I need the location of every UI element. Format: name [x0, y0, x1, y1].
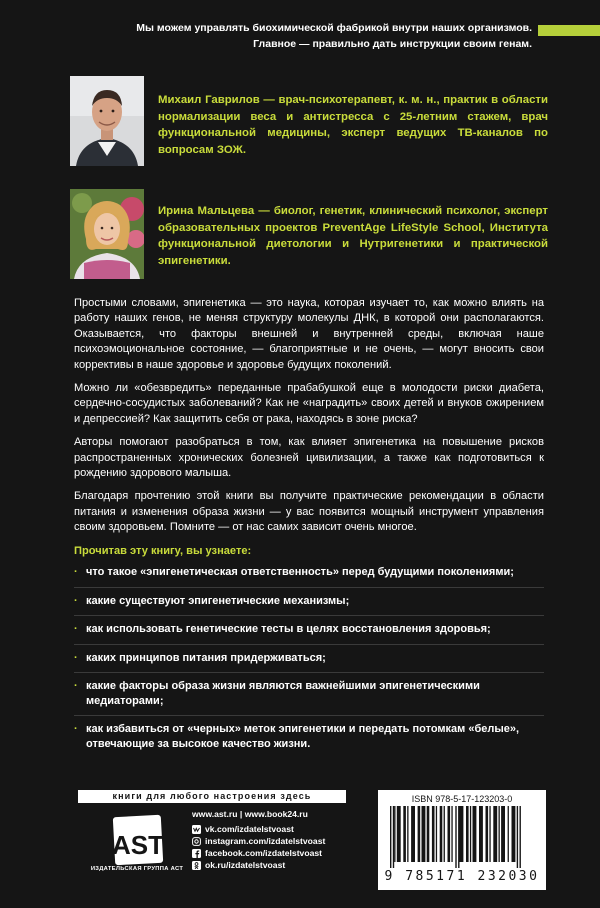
instagram-link[interactable]: instagram.com/izdatelstvoast: [192, 836, 372, 848]
bullet-mark: ·: [74, 651, 78, 664]
bullet-mark: ·: [74, 594, 78, 607]
barcode: [388, 806, 536, 868]
barcode-bar: [422, 806, 426, 862]
barcode-bar: [501, 806, 505, 862]
barcode-bar: [411, 806, 415, 862]
barcode-bar: [486, 806, 489, 862]
website-link[interactable]: www.ast.ru | www.book24.ru: [192, 808, 308, 819]
accent-bar: [538, 25, 600, 36]
barcode-bar: [397, 806, 401, 862]
vk-icon: [192, 825, 201, 834]
barcode-panel: [378, 790, 546, 890]
barcode-bar: [407, 806, 408, 862]
barcode-guard-bar: [455, 806, 456, 868]
barcode-bar: [418, 806, 421, 862]
barcode-bar: [473, 806, 477, 862]
logo-letters: AST: [112, 830, 164, 860]
facebook-icon: [192, 849, 201, 858]
barcode-bar: [512, 806, 516, 862]
paragraph-3: Авторы помогают разобраться в том, как влияет эпигенетика на повышение рисков распространенных хронических болезней цивилизации, а также как подготовиться к рождению здорового малыша.: [74, 436, 544, 480]
barcode-bar: [470, 806, 471, 862]
learn-item: · каких принципов питания придерживаться;: [74, 651, 326, 664]
author-bio-2: Ирина Мальцева — биолог, генетик, клинический психолог, эксперт образовательных проектов PreventAge LifeStyle School, Института функциональной диетологии и Нутригенетики и практической эпигенетики.: [158, 205, 548, 267]
barcode-digits: 9 785171 232030: [384, 869, 540, 884]
barcode-bar: [448, 806, 451, 862]
bullet-mark: ·: [74, 623, 78, 636]
learn-item: · что такое «эпигенетическая ответственность» перед будущими поколениями;: [74, 566, 514, 579]
odnoklassniki-link[interactable]: ok.ru/izdatelstvoast: [192, 860, 372, 872]
barcode-bar: [440, 806, 443, 862]
contact-links: [192, 808, 372, 872]
divider: [74, 644, 544, 645]
learn-item: · какие факторы образа жизни являются важнейшими эпигенетическими медиаторами;: [74, 680, 480, 707]
top-quote-line-1: Мы можем управлять биохимической фабрикой внутри наших организмов.: [136, 22, 532, 34]
barcode-guard-bar: [517, 806, 518, 868]
author-photo-2: [70, 189, 144, 279]
paragraph-1: Простыми словами, эпигенетика — это наука, которая изучает то, как можно влиять на работу наших генов, не меняя структуру молекулы ДНК, в которой они располагаются. Оказывается, что факторы внешней и внутренней среды, включая наше психоэмоциональное состояние, — благоприятные и не очень, — могут вносить свои коррективы в наше здоровье и здоровье будущих поколений.: [74, 297, 544, 371]
paragraph-2: Можно ли «обезвредить» переданные прабабушкой еще в молодости риски диабета, сердечно-сосудистых заболеваний? Как не «наградить» своих детей и внуков ожирением и депрессией? Как защитить себя от рака, находясь в зоне риска?: [74, 382, 544, 425]
vk-link[interactable]: vk.com/izdatelstvoast: [192, 824, 372, 836]
barcode-guard-bar: [520, 806, 521, 868]
odnoklassniki-icon: [192, 861, 201, 870]
learn-item: · как использовать генетические тесты в целях восстановления здоровья;: [74, 623, 491, 636]
slogan-band: книги для любого настроения здесь: [78, 790, 346, 803]
author-bio-1: Михаил Гаврилов — врач-психотерапевт, к. м. н., практик в области нормализации веса и антистресса с 25-летним стажем, врач функциональной медицины, эксперт ведущих ТВ-каналов по вопросам ЗОЖ.: [158, 94, 548, 156]
divider: [74, 587, 544, 588]
barcode-guard-bar: [393, 806, 394, 868]
author-photo-1: [70, 76, 144, 166]
publisher-logo: [88, 814, 188, 889]
paragraph-4: Благодаря прочтению этой книги вы получите практические рекомендации в области питания и изменения образа жизни — у вас появится мощный инструмент управления своим здоровьем. Помните — от нас самих зависит очень многое.: [74, 490, 544, 534]
barcode-guard-bar: [458, 806, 459, 868]
barcode-guard-bar: [390, 806, 391, 868]
barcode-bar: [444, 806, 445, 862]
learn-item: · какие существуют эпигенетические механизмы;: [74, 594, 350, 607]
isbn-text: ISBN 978-5-17-123203-0: [411, 794, 513, 804]
barcode-bar: [436, 806, 437, 862]
bullet-mark: ·: [74, 566, 78, 579]
learn-item: · как избавиться от «черных» меток эпигенетики и передать потомкам «белые», отвечающие за высокое качество жизни.: [74, 723, 520, 750]
top-quote: [112, 20, 532, 52]
facebook-link[interactable]: facebook.com/izdatelstvoast: [192, 848, 372, 860]
barcode-bar: [460, 806, 464, 862]
bullet-mark: ·: [74, 723, 78, 736]
barcode-bar: [489, 806, 490, 862]
barcode-bar: [499, 806, 500, 862]
publisher-caption: ИЗДАТЕЛЬСКАЯ ГРУППА АСТ: [90, 866, 184, 872]
divider: [74, 672, 544, 673]
barcode-bar: [432, 806, 435, 862]
barcode-bar: [493, 806, 497, 862]
barcode-bar: [508, 806, 509, 862]
annotation-text: [74, 296, 544, 758]
barcode-bar: [451, 806, 452, 862]
instagram-icon: [192, 837, 201, 846]
divider: [74, 615, 544, 616]
learn-heading: Прочитав эту книгу, вы узнаете:: [74, 544, 252, 557]
bullet-mark: ·: [74, 680, 78, 693]
barcode-bar: [403, 806, 406, 862]
barcode-bar: [479, 806, 483, 862]
divider: [74, 715, 544, 716]
learn-list: [74, 565, 544, 751]
barcode-bar: [427, 806, 430, 862]
barcode-bar: [394, 806, 395, 862]
barcode-bar: [466, 806, 469, 862]
top-quote-line-2: Главное — правильно дать инструкции своим генам.: [253, 38, 532, 50]
